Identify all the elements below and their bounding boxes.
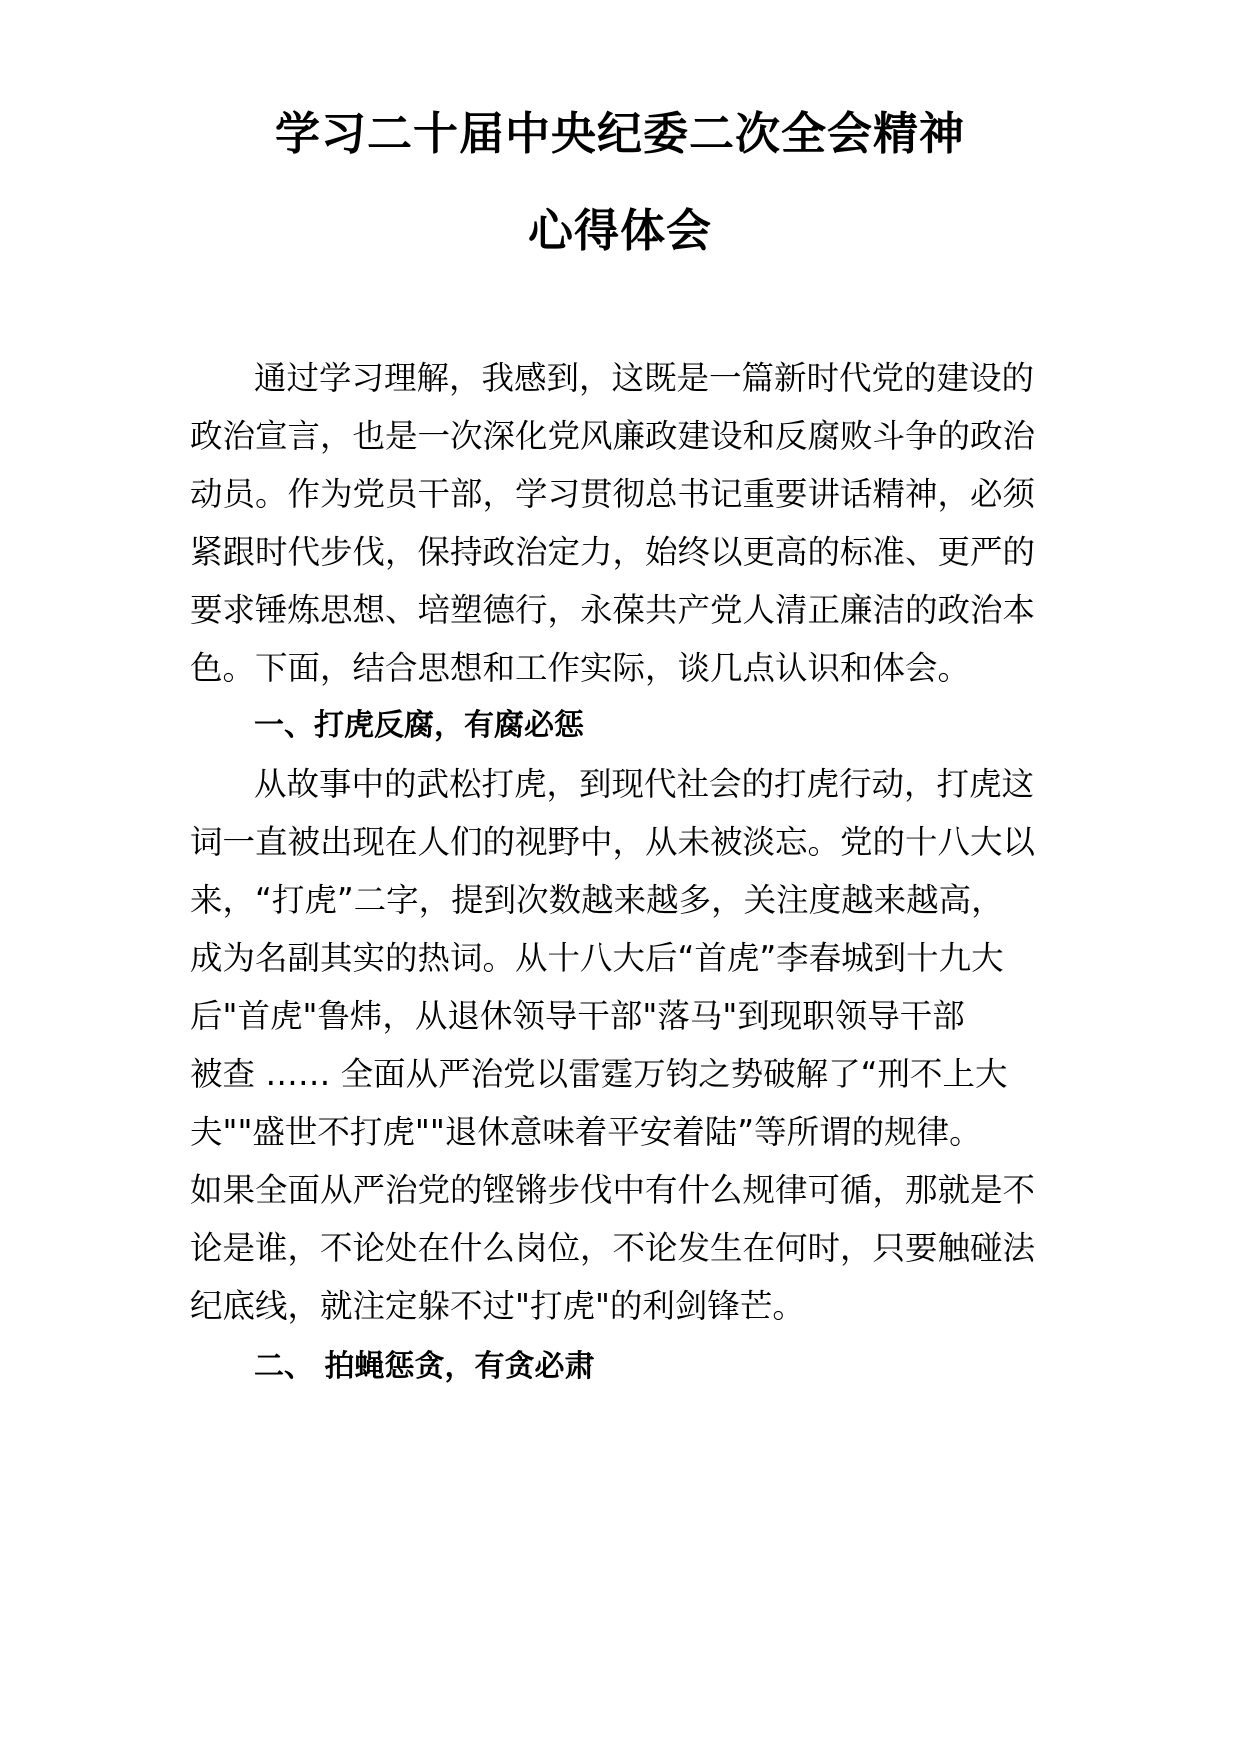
section1-line: 如果全面从严治党的铿锵步伐中有什么规律可循，那就是不 — [190, 1171, 1036, 1209]
section1-line: 纪底线，就注定躲不过"打虎"的利剑锋芒。 — [190, 1287, 805, 1325]
section1-line: 夫""盛世不打虎""退休意味着平安着陆”等所谓的规律。 — [190, 1113, 982, 1151]
section1-line: 来，“打虎”二字，提到次数越来越多，关注度越来越高， — [190, 881, 1004, 919]
intro-line: 动员。作为党员干部，学习贯彻总书记重要讲话精神，必须 — [190, 475, 1036, 513]
intro-line: 要求锤炼思想、培塑德行，永葆共产党人清正廉洁的政治本 — [190, 591, 1036, 629]
document-title-line-1: 学习二十届中央纪委二次全会精神 — [274, 107, 965, 160]
intro-line: 政治宣言，也是一次深化党风廉政建设和反腐败斗争的政治 — [190, 417, 1036, 455]
section1-line: 成为名副其实的热词。从十八大后“首虎”李春城到十九大 — [190, 939, 1004, 977]
document-title-line-2: 心得体会 — [527, 204, 712, 257]
intro-line: 紧跟时代步伐，保持政治定力，始终以更高的标准、更严的 — [190, 533, 1036, 571]
section1-line: 后"首虎"鲁炜，从退休领导干部"落马"到现职领导干部 — [190, 997, 965, 1035]
intro-line: 色。下面，结合思想和工作实际，谈几点认识和体会。 — [190, 649, 971, 687]
section-heading-1: 一、打虎反腐，有腐必惩 — [254, 708, 584, 743]
section1-line: 词一直被出现在人们的视野中，从未被淡忘。党的十八大以 — [190, 823, 1036, 861]
section1-line: 被查 …… 全面从严治党以雷霆万钧之势破解了“刑不上大 — [190, 1055, 1008, 1093]
intro-line: 通过学习理解，我感到，这既是一篇新时代党的建设的 — [254, 359, 1035, 397]
section-heading-2: 二、 拍蝇惩贪，有贪必肃 — [254, 1349, 595, 1384]
section1-line: 从故事中的武松打虎，到现代社会的打虎行动，打虎这 — [254, 765, 1035, 803]
section1-line: 论是谁，不论处在什么岗位，不论发生在何时，只要触碰法 — [190, 1229, 1036, 1267]
